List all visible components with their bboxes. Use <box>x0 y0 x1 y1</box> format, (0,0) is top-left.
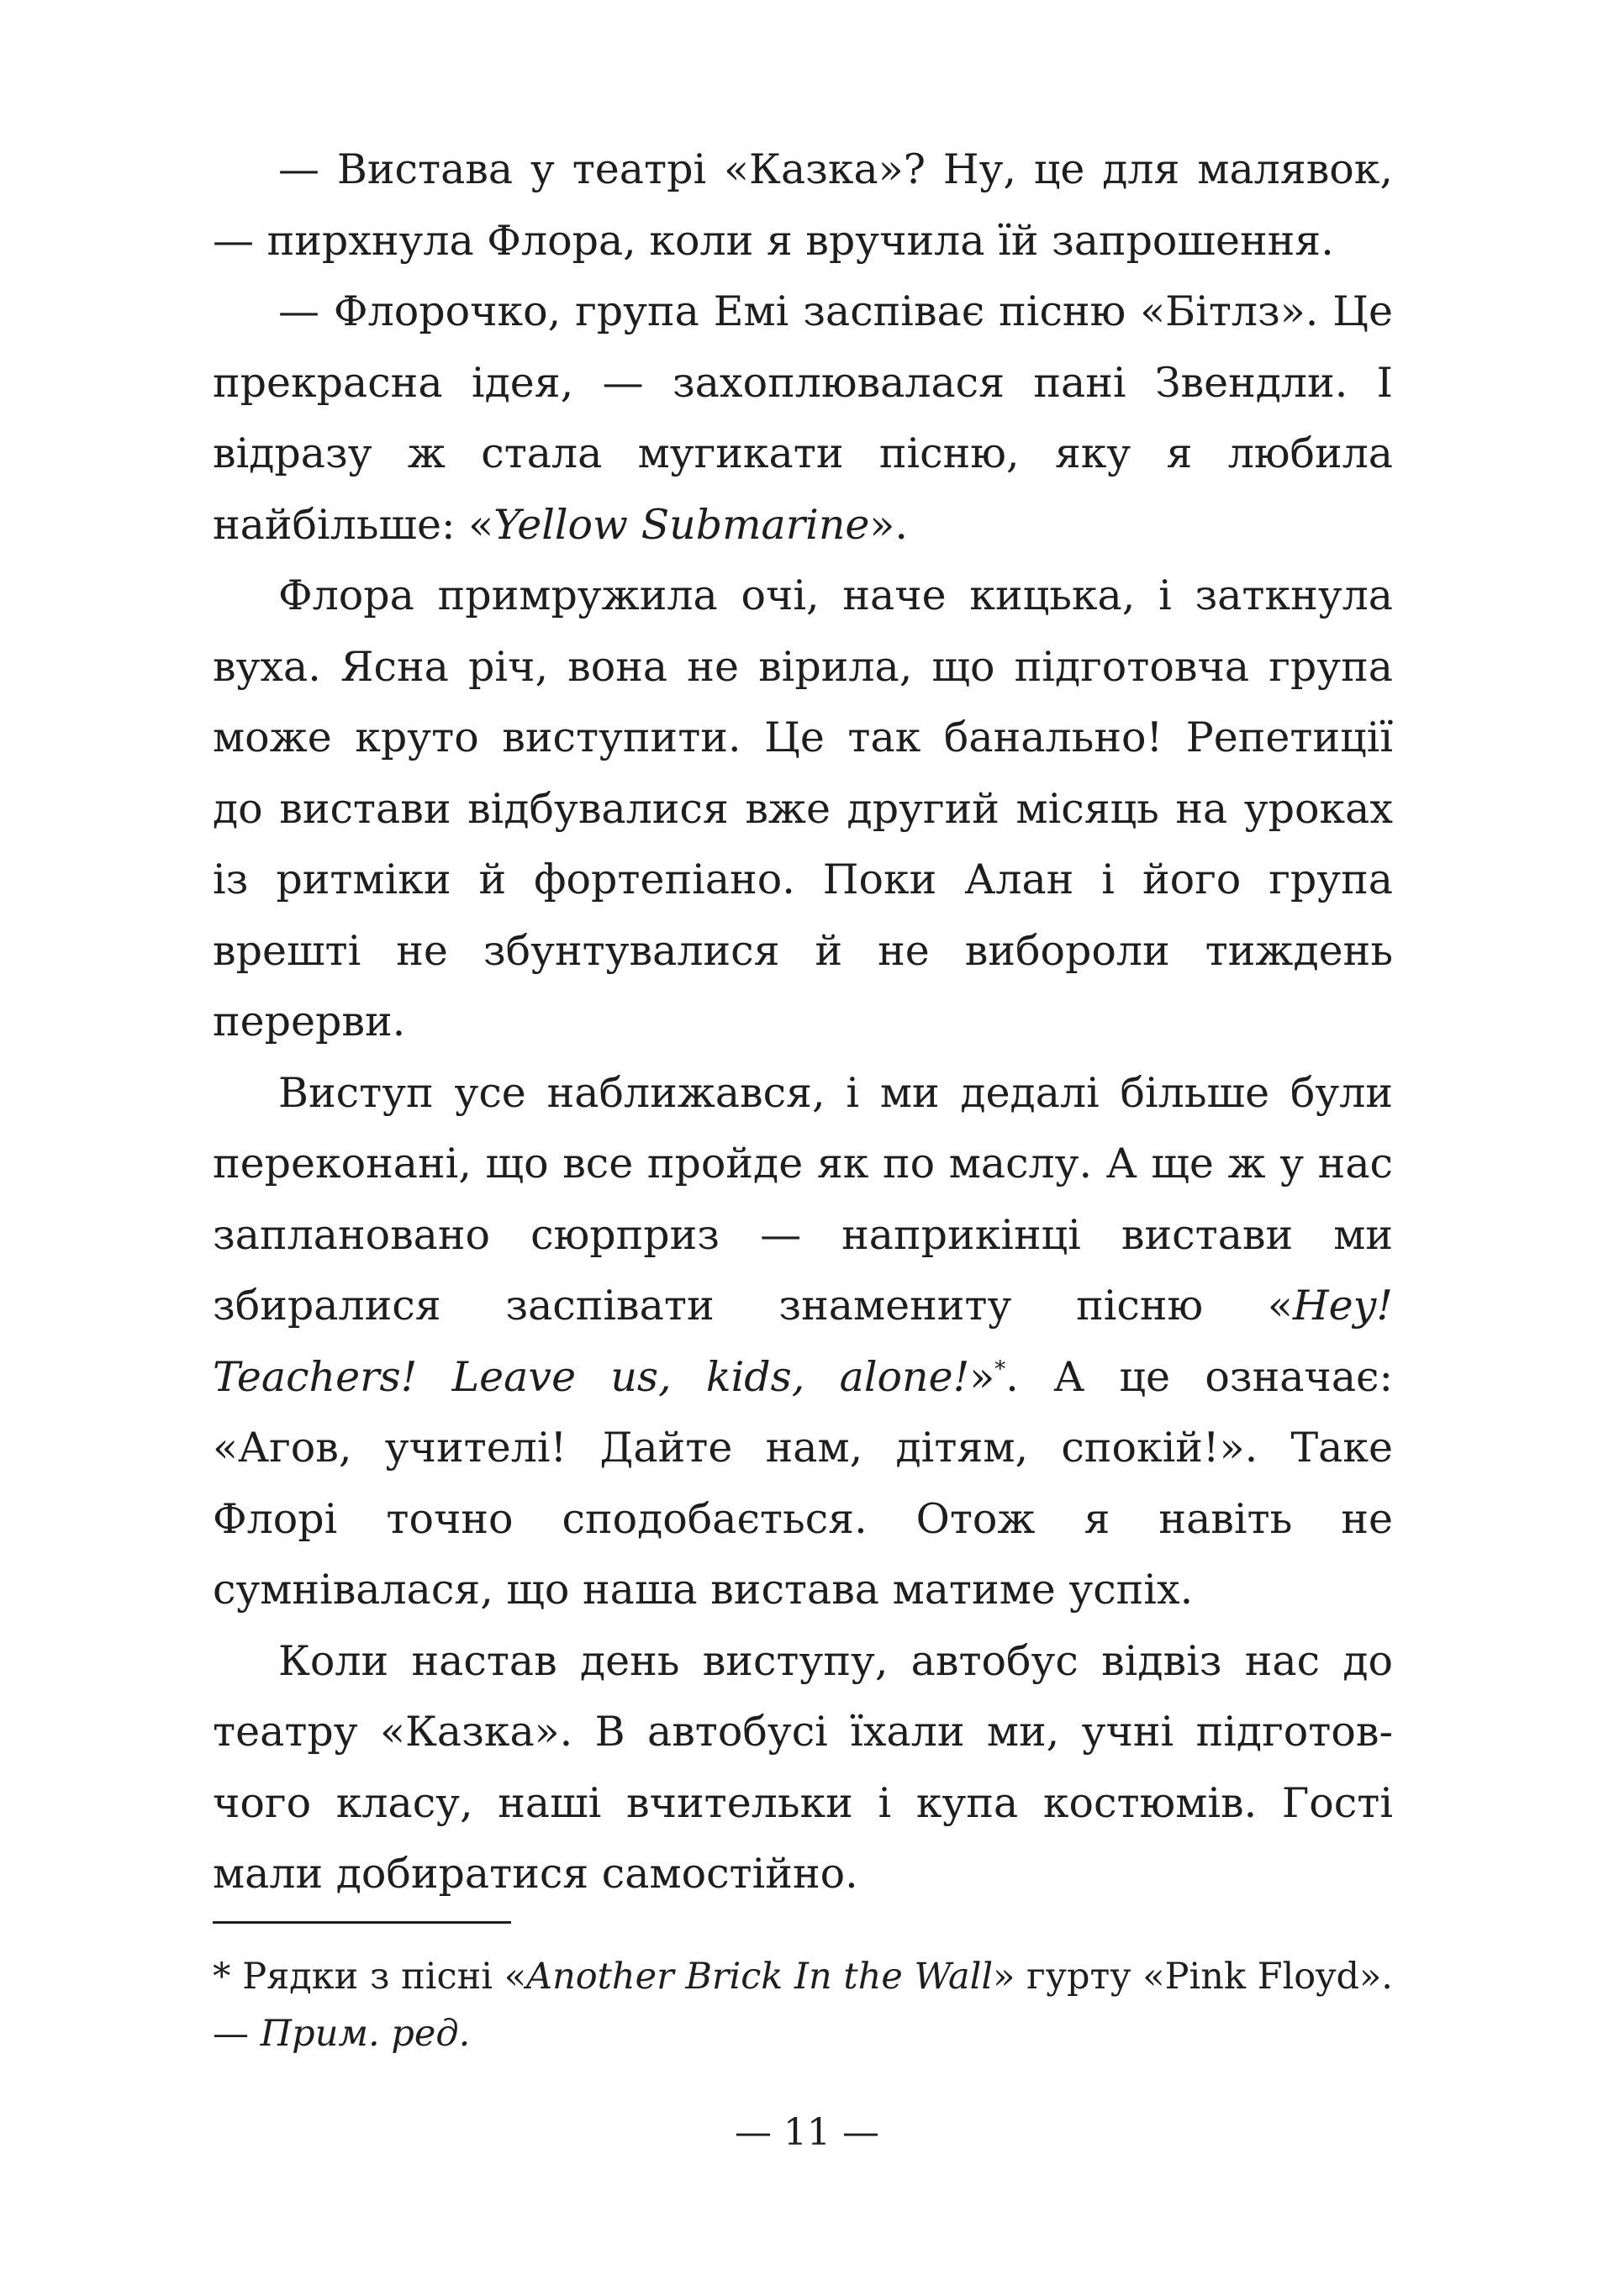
song-title: Yellow Submarine <box>493 500 870 549</box>
paragraph-text: ». <box>869 500 908 549</box>
footnote-song-title: Another Brick In the Wall <box>526 1956 994 1998</box>
footnote-mark: * <box>213 1956 231 1998</box>
paragraph-text: Виступ усе наближався, і ми дедалі більше були переконані, що все пройде як по маслу. А ще ж у нас заплановано сюрприз — наприкінці вистави ми збиралися заспівати знамениту пісню « <box>213 1068 1393 1330</box>
song-title: Hey! Teachers! Leave us, kids, alone! <box>213 1282 1393 1401</box>
paragraph <box>213 561 1393 1058</box>
footnote-marker: * <box>994 1356 1006 1382</box>
paragraph <box>213 1058 1393 1626</box>
footnote-divider <box>213 1921 511 1924</box>
page-number: — 11 — <box>735 2111 879 2154</box>
footnote <box>213 1948 1393 2062</box>
body-text <box>213 134 1393 1910</box>
paragraph-text: Флора примружила очі, наче кицька, і заткнула вуха. Ясна річ, вона не вірила, що підготовча група може круто виступити. Це так банально! Репетиції до вистави відбувалися вже другий місяць на уроках із ритміки й фортепіано. Поки Алан і його група врешті не збунтувалися й не вибороли тиждень перерви. <box>213 571 1393 1045</box>
footnote-text: Рядки з пісні « <box>230 1956 527 1998</box>
paragraph-text: » <box>969 1352 995 1401</box>
paragraph <box>213 276 1393 561</box>
paragraph-text: — Вистава у театрі «Казка»? Ну, це для малявок, — пирхнула Флора, коли я вручила їй запрошення. <box>213 145 1393 265</box>
paragraph <box>213 134 1393 276</box>
paragraph-text: Коли настав день виступу, автобус відвіз нас до театру «Казка». В автобусі їхали ми, учні підготовчого класу, наші вчительки і купа костюмів. Гості мали добиратися самостійно. <box>213 1636 1393 1898</box>
footnote-text: » гурту «Pink Floyd». — <box>213 1956 1393 2055</box>
paragraph-text: — Флорочко, група Емі заспіває пісню «Бітлз». Це прекрасна ідея, — захоплювалася пані Звендли. І відразу ж стала мугикати пісню, яку я любила найбільше: « <box>213 287 1393 549</box>
editor-note: Прим. ред. <box>260 2013 471 2055</box>
paragraph-text: . А це означає: «Агов, учителі! Дайте нам, дітям, спокій!». Таке Флорі точно сподобається. Отож я навіть не сумнівалася, що наша вистава матиме успіх. <box>213 1352 1393 1614</box>
paragraph <box>213 1626 1393 1910</box>
